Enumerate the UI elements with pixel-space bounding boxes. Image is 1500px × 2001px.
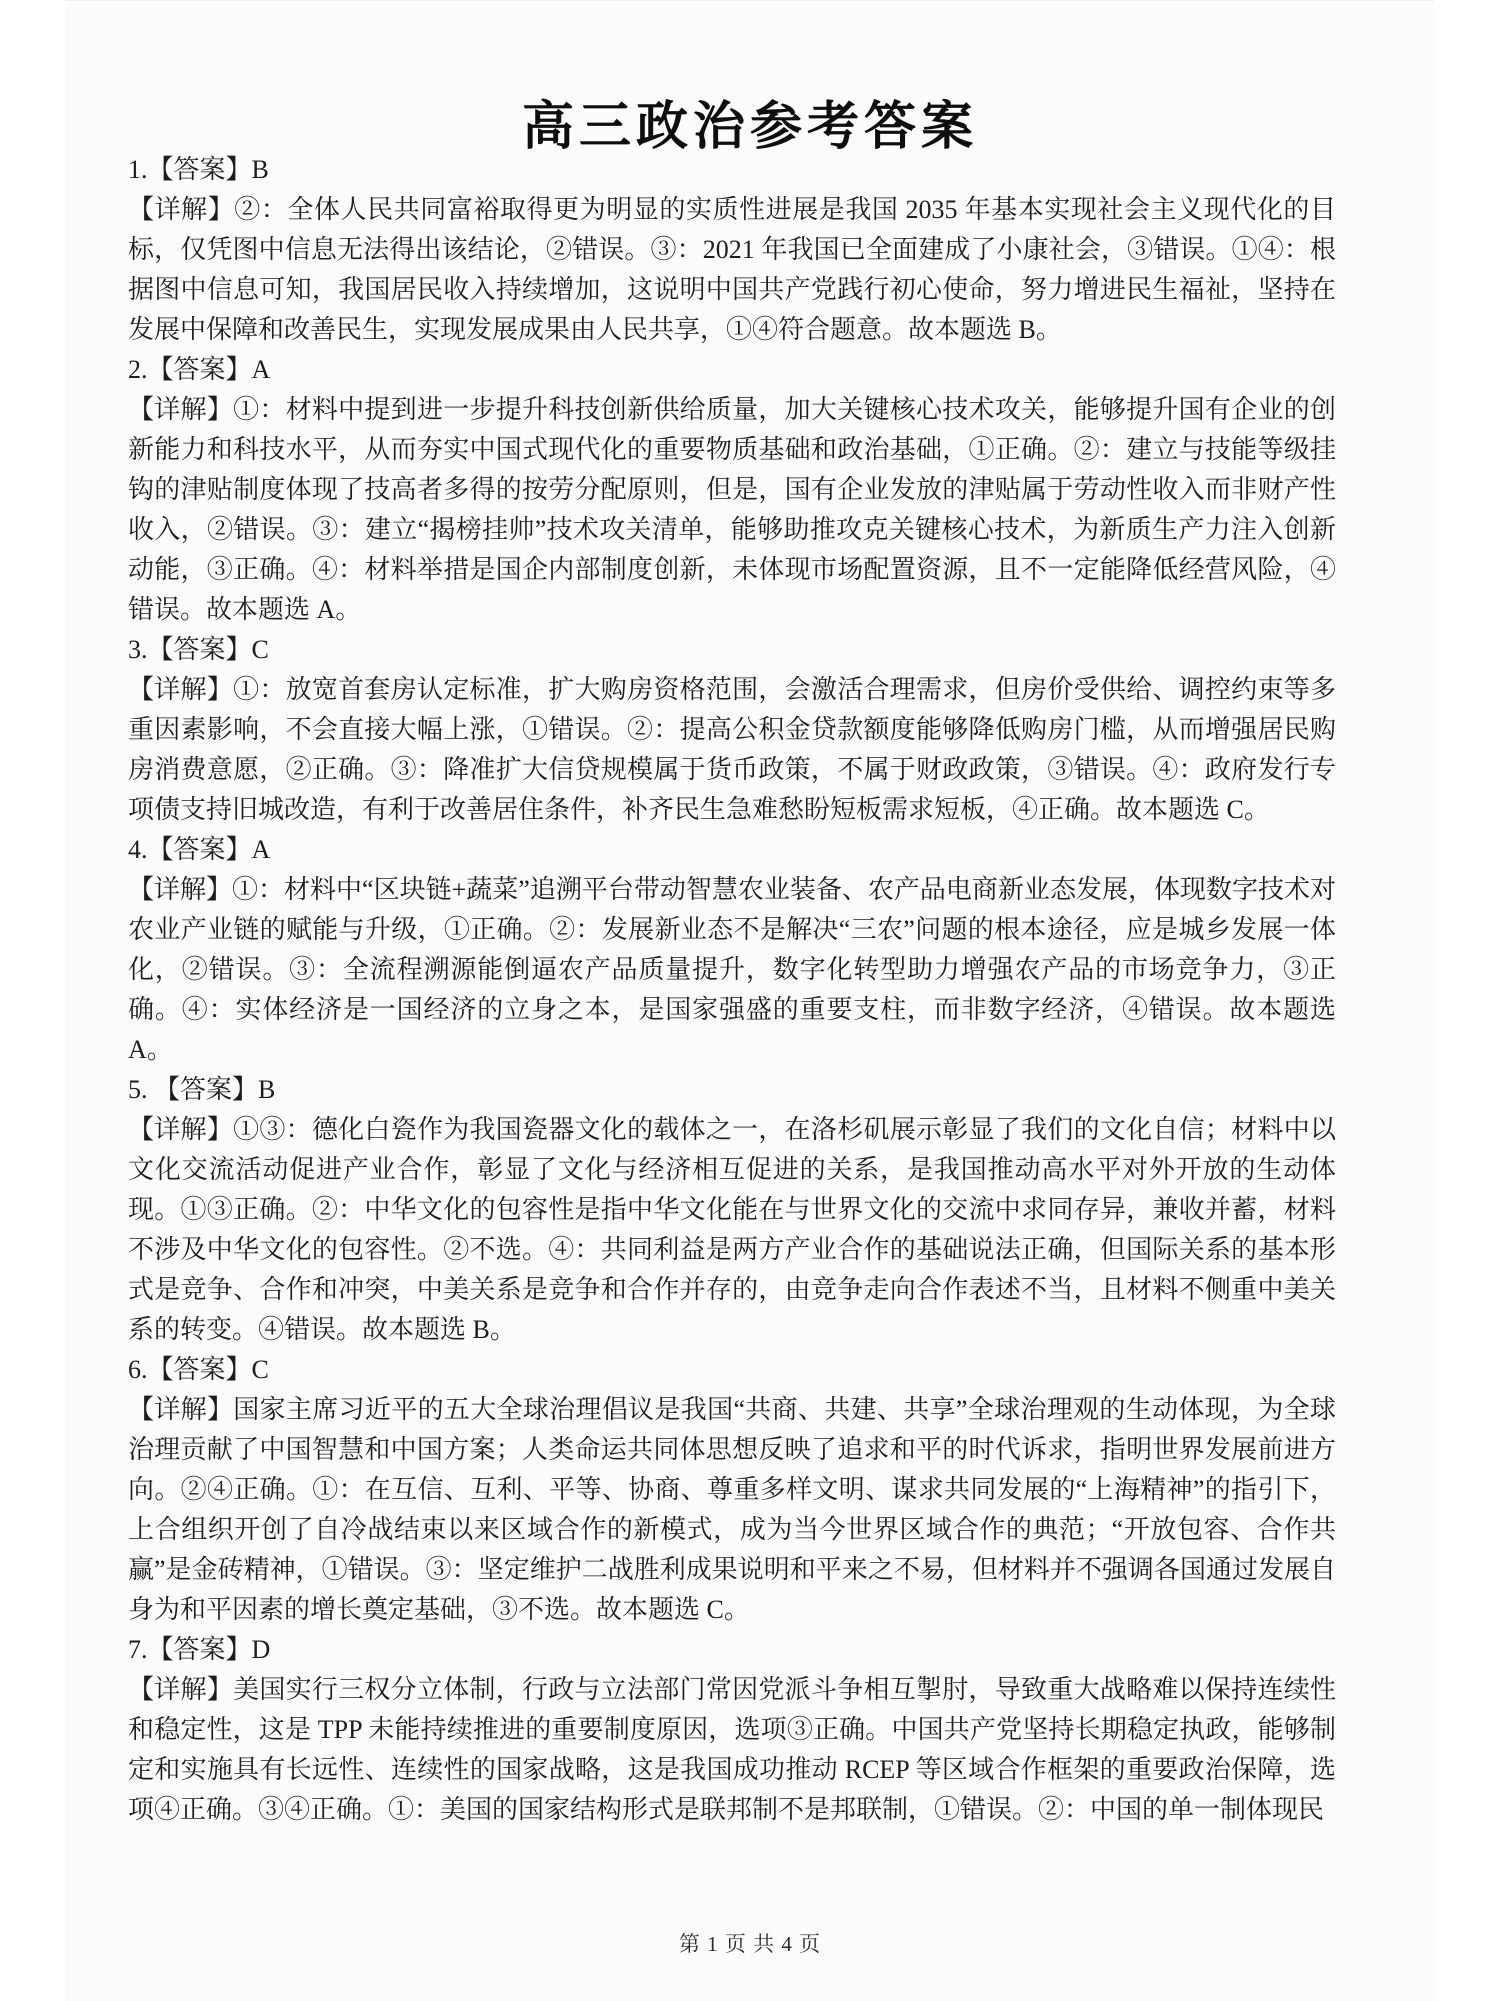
page-title: 高三政治参考答案 bbox=[521, 98, 978, 156]
detail-text: ①：材料中提到进一步提升科技创新供给质量，加大关键核心技术攻关，能够提升国有企业的创新能力和科技水平，从而夯实中国式现代化的重要物质基础和政治基础，①正确。②：建立与技能等级挂钩的津贴制度体现了技高者多得的按劳分配原则，但是，国有企业发放的津贴属于劳动性收入而非财产性收入，②错误。③：建立“揭榜挂帅”技术攻关清单，能够助推攻克关键核心技术，为新质生产力注入创新动能，③正确。④：材料举措是国企内部制度创新，未体现市场配置资源，且不一定能降低经营风险，④错误。故本题选 A。 bbox=[128, 395, 1336, 624]
detail-label: 【详解】 bbox=[128, 1395, 234, 1424]
answer-item-1 bbox=[128, 150, 1336, 350]
answer-item-7 bbox=[128, 1630, 1336, 1830]
question-number: 4. bbox=[128, 835, 148, 864]
detail-text: ①：放宽首套房认定标准，扩大购房资格范围，会激活合理需求，但房价受供给、调控约束等多重因素影响，不会直接大幅上涨，①错误。②：提高公积金贷款额度能够降低购房门槛，从而增强居民购房消费意愿，②正确。③：降准扩大信贷规模属于货币政策，不属于财政政策，③错误。④：政府发行专项债支持旧城改造，有利于改善居住条件，补齐民生急难愁盼短板需求短板，④正确。故本题选 C。 bbox=[128, 675, 1336, 824]
detail-paragraph bbox=[128, 870, 1336, 1070]
answer-value: A bbox=[251, 835, 271, 864]
answer-item-3 bbox=[128, 630, 1336, 830]
answer-value: C bbox=[251, 635, 269, 664]
detail-paragraph bbox=[128, 390, 1336, 630]
answer-value: D bbox=[251, 1635, 271, 1664]
question-number: 2. bbox=[128, 355, 148, 384]
detail-text: ①③：德化白瓷作为我国瓷器文化的载体之一，在洛杉矶展示彰显了我们的文化自信；材料中以文化交流活动促进产业合作，彰显了文化与经济相互促进的关系，是我国推动高水平对外开放的生动体现。①③正确。②：中华文化的包容性是指中华文化能在与世界文化的交流中求同存异，兼收并蓄，材料不涉及中华文化的包容性。②不选。④：共同利益是两方产业合作的基础说法正确，但国际关系的基本形式是竞争、合作和冲突，中美关系是竞争和合作并存的，由竞争走向合作表述不当，且材料不侧重中美关系的转变。④错误。故本题选 B。 bbox=[128, 1115, 1336, 1344]
answer-label: 【答案】 bbox=[147, 1355, 252, 1384]
question-number: 7. bbox=[128, 1635, 148, 1664]
answer-line bbox=[128, 1630, 1336, 1670]
answer-value: C bbox=[251, 1355, 269, 1384]
answer-value: B bbox=[251, 155, 269, 184]
detail-paragraph bbox=[128, 1110, 1336, 1350]
answer-line bbox=[128, 830, 1336, 870]
answer-label: 【答案】 bbox=[147, 355, 252, 384]
answer-value: A bbox=[251, 355, 271, 384]
answer-line bbox=[128, 1070, 1336, 1110]
detail-text: ②：全体人民共同富裕取得更为明显的实质性进展是我国 2035 年基本实现社会主义现代化的目标，仅凭图中信息无法得出该结论，②错误。③：2021 年我国已全面建成了小康社会，③错误。①④：根据图中信息可知，我国居民收入持续增加，这说明中国共产党践行初心使命，努力增进民生福祉，坚持在发展中保障和改善民生，实现发展成果由人民共享，①④符合题意。故本题选 B。 bbox=[128, 195, 1336, 344]
answer-line bbox=[128, 150, 1336, 190]
answer-label: 【答案】 bbox=[147, 835, 252, 864]
answer-sheet-body bbox=[128, 150, 1336, 1830]
question-number: 3. bbox=[128, 635, 148, 664]
answer-line bbox=[128, 1350, 1336, 1390]
answer-label: 【答案】 bbox=[154, 1075, 259, 1104]
detail-paragraph bbox=[128, 190, 1336, 350]
answer-value: B bbox=[258, 1075, 276, 1104]
detail-text: ①：材料中“区块链+蔬菜”追溯平台带动智慧农业装备、农产品电商新业态发展，体现数字技术对农业产业链的赋能与升级，①正确。②：发展新业态不是解决“三农”问题的根本途径，应是城乡发展一体化，②错误。③：全流程溯源能倒逼农产品质量提升，数字化转型助力增强农产品的市场竞争力，③正确。④：实体经济是一国经济的立身之本，是国家强盛的重要支柱，而非数字经济，④错误。故本题选 A。 bbox=[128, 875, 1336, 1064]
answer-line bbox=[128, 630, 1336, 670]
detail-label: 【详解】 bbox=[128, 395, 234, 424]
question-number: 5. bbox=[128, 1075, 154, 1104]
answer-item-5 bbox=[128, 1070, 1336, 1350]
page-footer: 第 1 页 共 4 页 bbox=[678, 1932, 822, 1956]
detail-paragraph bbox=[128, 1670, 1336, 1830]
detail-paragraph bbox=[128, 1390, 1336, 1630]
answer-line bbox=[128, 350, 1336, 390]
answer-item-4 bbox=[128, 830, 1336, 1070]
detail-label: 【详解】 bbox=[128, 675, 234, 704]
detail-label: 【详解】 bbox=[128, 1115, 234, 1144]
answer-item-6 bbox=[128, 1350, 1336, 1630]
answer-item-2 bbox=[128, 350, 1336, 630]
detail-text: 美国实行三权分立体制，行政与立法部门常因党派斗争相互掣肘，导致重大战略难以保持连续性和稳定性，这是 TPP 未能持续推进的重要制度原因，选项③正确。中国共产党坚持长期稳定执政，能够制定和实施具有长远性、连续性的国家战略，这是我国成功推动 RCEP 等区域合作框架的重要政治保障，选项④正确。③④正确。①：美国的国家结构形式是联邦制不是邦联制，①错误。②：中国的单一制体现民 bbox=[128, 1675, 1336, 1824]
detail-label: 【详解】 bbox=[128, 1675, 234, 1704]
answer-label: 【答案】 bbox=[147, 155, 252, 184]
answer-label: 【答案】 bbox=[147, 1635, 252, 1664]
question-number: 6. bbox=[128, 1355, 148, 1384]
answer-label: 【答案】 bbox=[147, 635, 252, 664]
detail-paragraph bbox=[128, 670, 1336, 830]
detail-text: 国家主席习近平的五大全球治理倡议是我国“共商、共建、共享”全球治理观的生动体现，为全球治理贡献了中国智慧和中国方案；人类命运共同体思想反映了追求和平的时代诉求，指明世界发展前进方向。②④正确。①：在互信、互利、平等、协商、尊重多样文明、谋求共同发展的“上海精神”的指引下，上合组织开创了自冷战结束以来区域合作的新模式，成为当今世界区域合作的典范；“开放包容、合作共赢”是金砖精神，①错误。③：坚定维护二战胜利成果说明和平来之不易，但材料并不强调各国通过发展自身为和平因素的增长奠定基础，③不选。故本题选 C。 bbox=[128, 1395, 1336, 1624]
question-number: 1. bbox=[128, 155, 148, 184]
detail-label: 【详解】 bbox=[128, 195, 235, 224]
detail-label: 【详解】 bbox=[128, 875, 233, 904]
